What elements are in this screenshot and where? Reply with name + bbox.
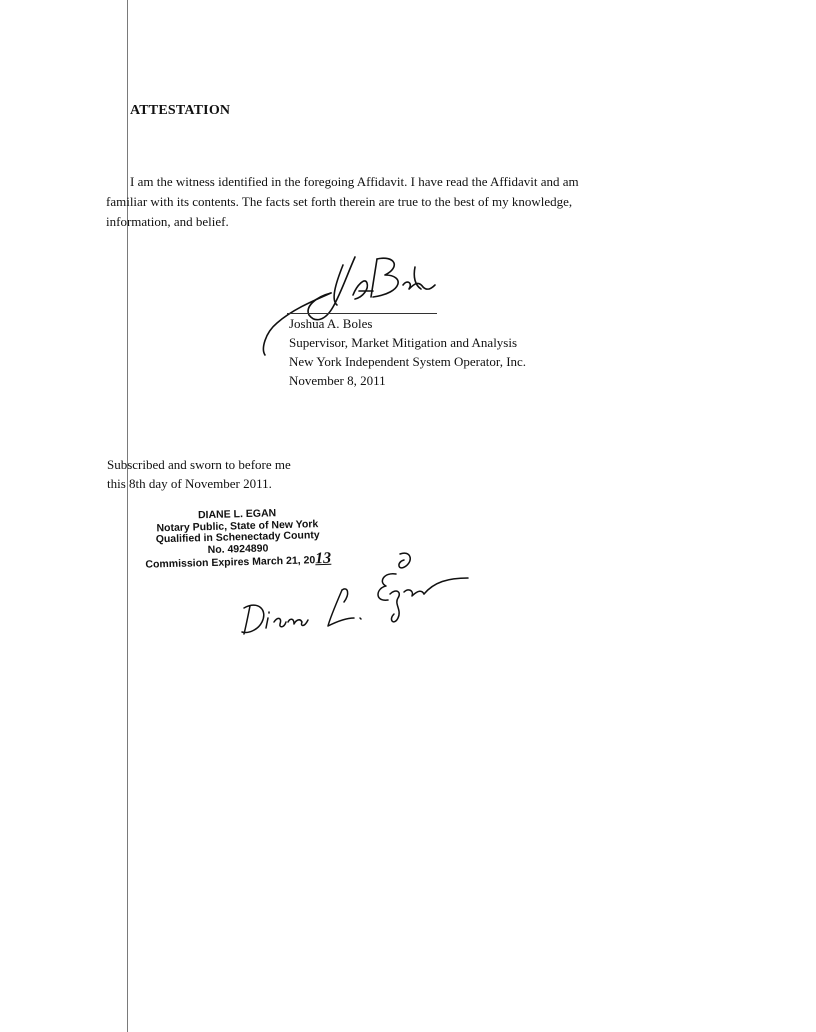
jurat-line-2: this 8th day of November 2011. <box>107 476 272 491</box>
paragraph-line: information, and belief. <box>106 214 229 229</box>
notary-name: DIANE L. EGAN <box>197 507 277 522</box>
notary-line-1: Notary Public, State of New York <box>156 517 319 534</box>
attestation-paragraph <box>106 172 686 232</box>
paragraph-line: familiar with its contents. The facts set forth therein are true to the best of my knowledge, <box>106 194 573 209</box>
signer-date: November 8, 2011 <box>289 373 386 388</box>
jurat <box>107 455 291 493</box>
signer-title: Supervisor, Market Mitigation and Analysis <box>289 335 518 350</box>
signer-block <box>289 314 526 390</box>
margin-line <box>127 0 128 1032</box>
notary-signature <box>238 548 473 643</box>
notary-line-2: Qualified in Schenectady County <box>155 529 320 546</box>
paragraph-line: I am the witness identified in the foregoing Affidavit. I have read the Affidavit and am <box>130 174 579 189</box>
signer-name: Joshua A. Boles <box>289 316 373 331</box>
jurat-line-1: Subscribed and sworn to before me <box>107 457 291 472</box>
signer-organization: New York Independent System Operator, Inc. <box>289 354 527 369</box>
notary-expiration-year: 13 <box>314 549 332 568</box>
notary-expiration-prefix: Commission Expires March 21, 20 <box>145 554 316 571</box>
page-title: ATTESTATION <box>130 103 231 118</box>
notary-number: No. 4924890 <box>207 541 269 556</box>
